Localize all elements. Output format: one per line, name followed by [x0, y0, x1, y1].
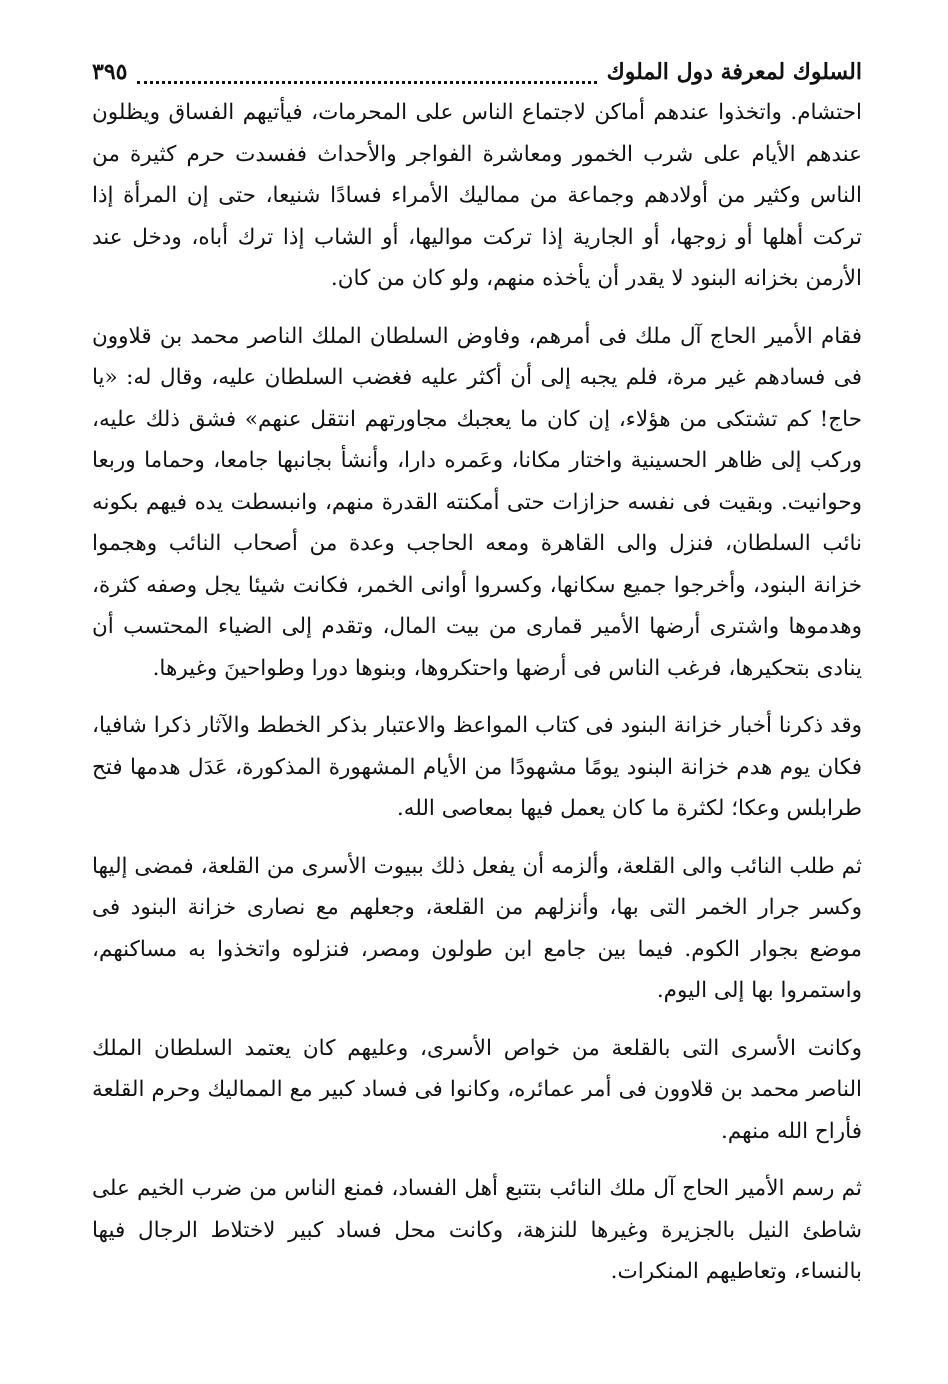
page-header — [92, 52, 862, 92]
paragraph: ثم طلب النائب والى القلعة، وألزمه أن يفعل ذلك ببيوت الأسرى من القلعة، فمضى إليها وكسر جرار الخمر التى بها، وأنزلهم من القلعة، وجعلهم مع نصارى خزانة البنود فى موضع بجوار الكوم. فيما بين جامع ابن طولون ومصر، فنزلوه واتخذوا به مساكنهم، واستمروا بها إلى اليوم. — [92, 853, 862, 1003]
book-page — [92, 52, 862, 1293]
paragraph: فقام الأمير الحاج آل ملك فى أمرهم، وفاوض السلطان الملك الناصر محمد بن قلاوون فى فسادهم غير مرة، فلم يجبه إلى أن أكثر عليه فغضب السلطان عليه، وقال له: «يا حاج! كم تشتكى من هؤلاء، إن كان ما يعجبك مجاورتهم انتقل عنهم» فشق ذلك عليه، وركب إلى ظاهر الحسينية واختار مكانا، وعَمره دارا، وأنشأ بجانبها جامعا، وحماما وربعا وحوانيت. وبقيت فى نفسه حزازات حتى أمكنته القدرة منهم، وانبسطت يده فيهم بكونه نائب السلطان، فنزل والى القاهرة ومعه الحاجب وعدة من أصحاب النائب وهجموا خزانة البنود، وأخرجوا جميع سكانها، وكسروا أوانى الخمر، فكانت شيئا يجل وصفه كثرة، وهدموها واشترى أرضها الأمير قمارى من بيت المال، وتقدم إلى الضياء المحتسب أن ينادى بتحكيرها، فرغب الناس فى أرضها واحتكروها، وبنوها دورا وطواحينَ وغيرها. — [92, 323, 862, 681]
paragraph: احتشام. واتخذوا عندهم أماكن لاجتماع الناس على المحرمات، فيأتيهم الفساق ويظلون عندهم الأيام على شرب الخمور ومعاشرة الفواجر والأحداث ففسدت حرم كثيرة من الناس وكثير من أولادهم وجماعة من مماليك الأمراء فسادًا شنيعا، حتى إن المرأة إذا تركت أهلها أو زوجها، أو الجارية إذا تركت مواليها، أو الشاب إذا ترك أباه، ودخل عند الأرمن بخزانه البنود لا يقدر أن يأخذه منهم، ولو كان من كان. — [92, 100, 862, 291]
paragraph: وقد ذكرنا أخبار خزانة البنود فى كتاب المواعظ والاعتبار بذكر الخطط والآثار ذكرا شافيا، فكان يوم هدم خزانة البنود يومًا مشهودًا من الأيام المشهورة المذكورة، عَدَل هدمها فتح طرابلس وعكا؛ لكثرة ما كان يعمل فيها بمعاصى الله. — [92, 713, 862, 821]
page-number: ٣٩٥ — [92, 59, 128, 85]
running-title: السلوك لمعرفة دول الملوك — [606, 59, 862, 85]
paragraph: وكانت الأسرى التى بالقلعة من خواص الأسرى، وعليهم كان يعتمد السلطان الملك الناصر محمد بن قلاوون فى أمر عمائره، وكانوا فى فساد كبير مع المماليك وحرم القلعة فأراح الله منهم. — [92, 1035, 862, 1144]
paragraph: ثم رسم الأمير الحاج آل ملك النائب بتتبع أهل الفساد، فمنع الناس من ضرب الخيم على شاطئ النيل بالجزيرة وغيرها للنزهة، وكانت محل فساد كبير لاختلاط الرجال فيها بالنساء، وتعاطيهم المنكرات. — [92, 1176, 862, 1284]
dotted-leader — [137, 61, 596, 84]
body-text — [92, 92, 862, 1293]
